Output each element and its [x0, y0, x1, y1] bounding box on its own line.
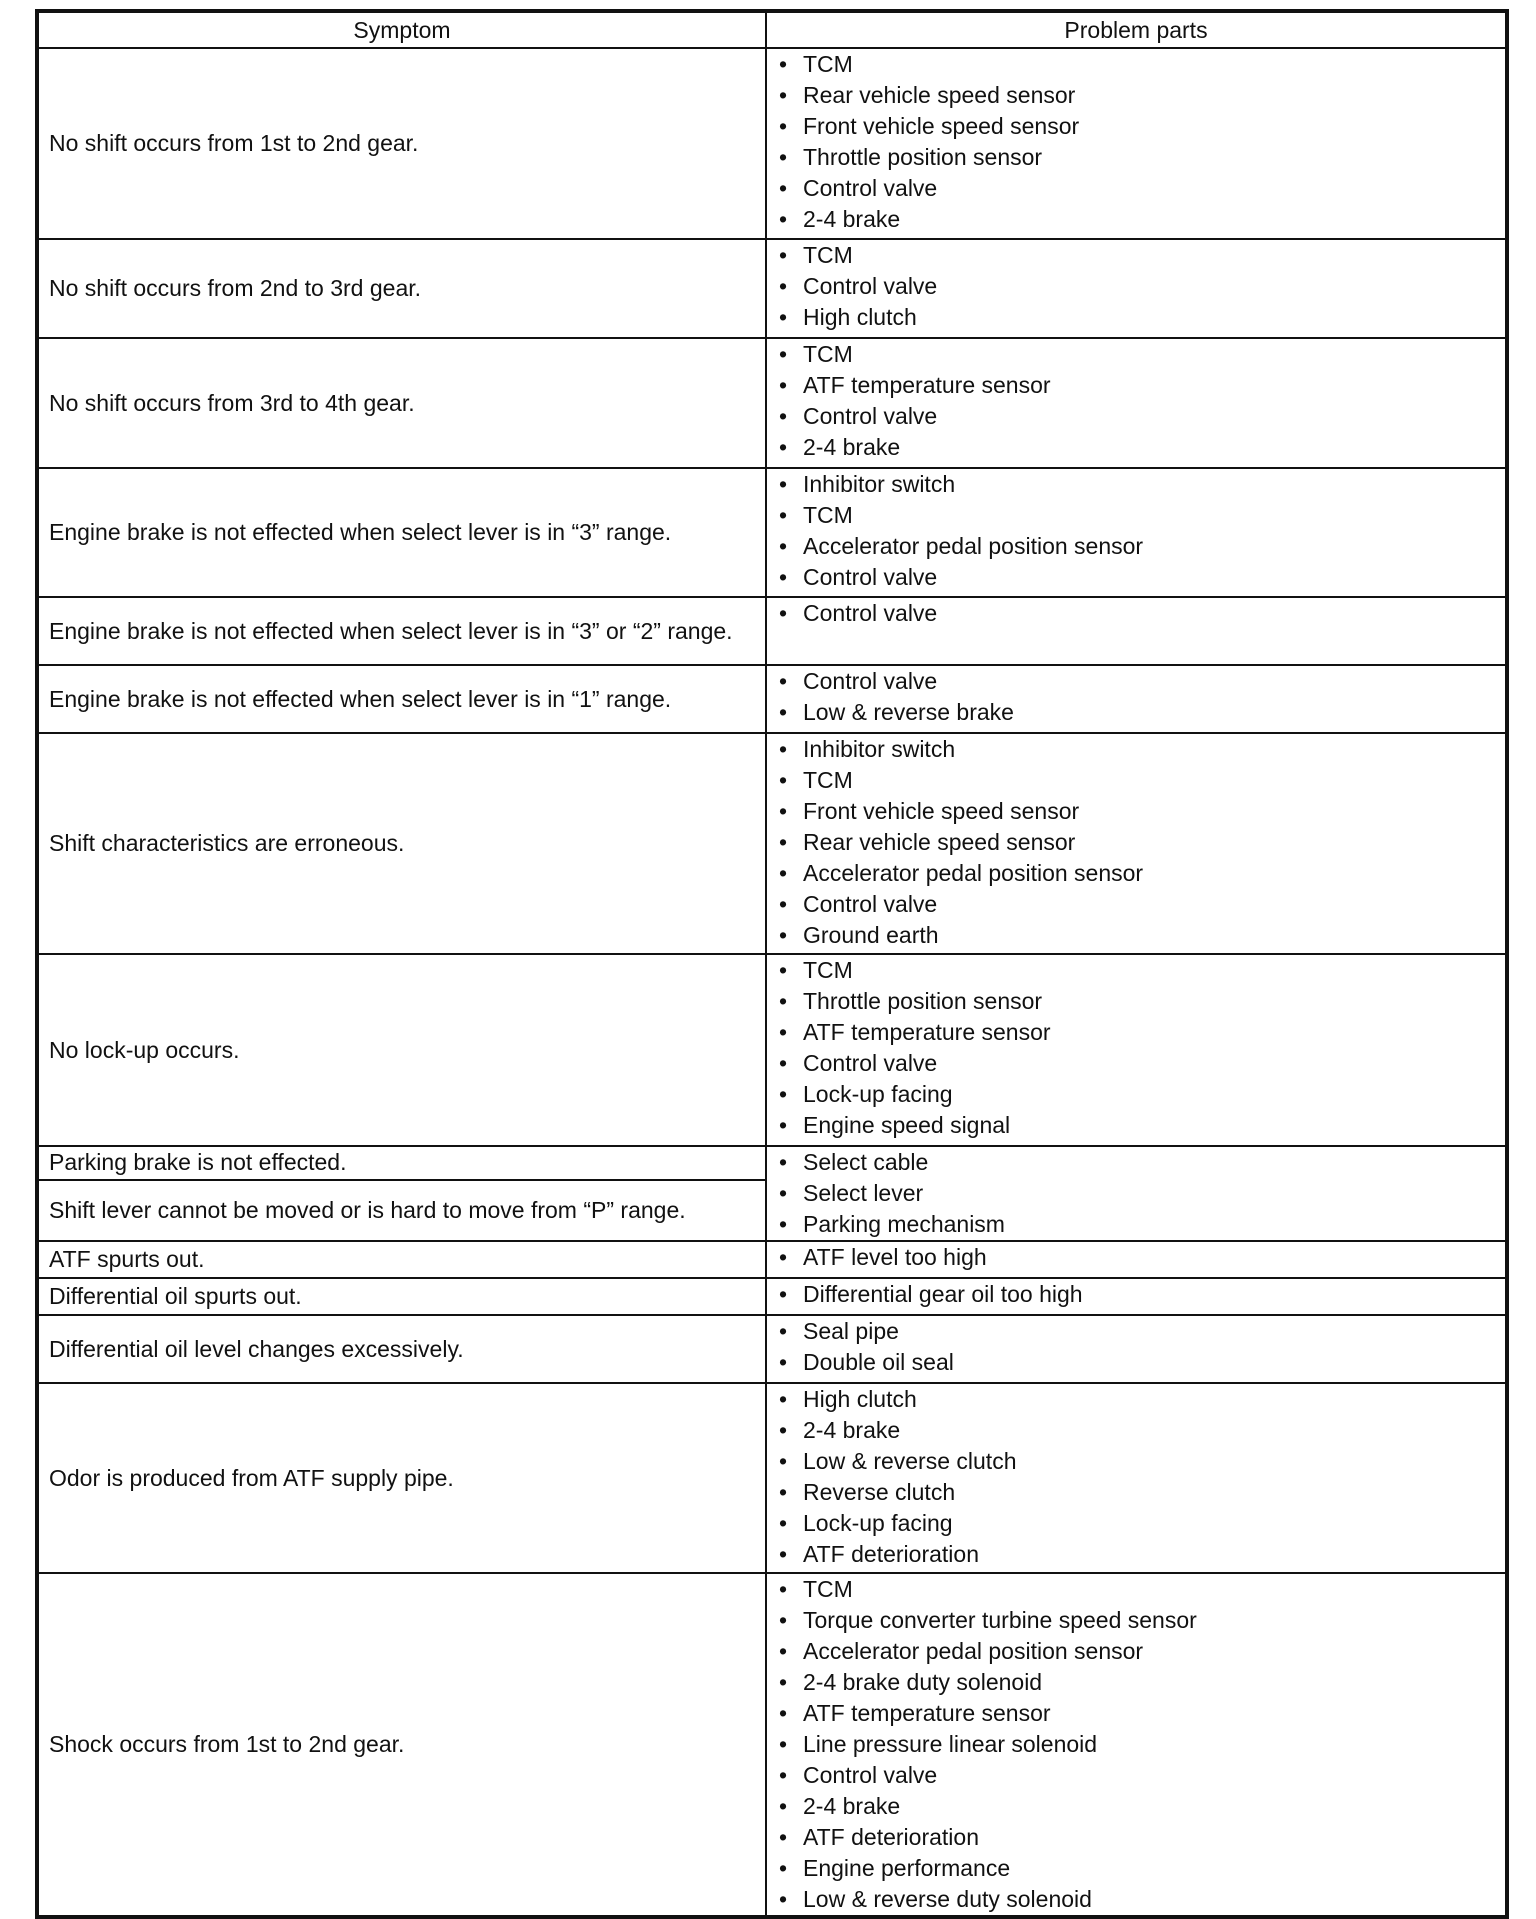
- bullet-icon: •: [779, 1281, 788, 1307]
- list-item: [779, 111, 1495, 142]
- part-label: Throttle position sensor: [803, 144, 1043, 170]
- part-label: Control valve: [803, 175, 938, 201]
- table-row: [37, 665, 1507, 733]
- table-row: [37, 338, 1507, 468]
- symptom-cell: Parking brake is not effected.: [37, 1146, 766, 1180]
- symptom-cell: Differential oil spurts out.: [37, 1278, 766, 1315]
- bullet-icon: •: [779, 372, 788, 398]
- table-row: [37, 1241, 1507, 1278]
- part-label: High clutch: [803, 304, 917, 330]
- part-label: Low & reverse duty solenoid: [803, 1886, 1092, 1912]
- part-label: Low & reverse clutch: [803, 1448, 1017, 1474]
- list-item: [779, 598, 1495, 629]
- part-label: Parking mechanism: [803, 1211, 1005, 1237]
- part-label: Inhibitor switch: [803, 736, 956, 762]
- part-label: TCM: [803, 957, 853, 983]
- part-label: Accelerator pedal position sensor: [803, 533, 1144, 559]
- problem-parts-cell: [766, 733, 1507, 954]
- bullet-icon: •: [779, 304, 788, 330]
- problem-parts-cell: [766, 468, 1507, 597]
- problem-parts-cell: [766, 48, 1507, 239]
- bullet-icon: •: [779, 699, 788, 725]
- symptom-cell: Shift lever cannot be moved or is hard to move from “P” range.: [37, 1180, 766, 1241]
- list-item: [779, 666, 1495, 697]
- part-label: 2-4 brake: [803, 1417, 901, 1443]
- list-item: [779, 1760, 1495, 1791]
- list-item: [779, 1477, 1495, 1508]
- bullet-icon: •: [779, 403, 788, 429]
- bullet-icon: •: [779, 1793, 788, 1819]
- list-item: [779, 1822, 1495, 1853]
- symptom-cell: Engine brake is not effected when select lever is in “3” or “2” range.: [37, 597, 766, 665]
- symptom-cell: ATF spurts out.: [37, 1241, 766, 1278]
- list-item: [779, 827, 1495, 858]
- list-item: [779, 1791, 1495, 1822]
- list-item: [779, 1242, 1495, 1273]
- bullet-icon: •: [779, 1731, 788, 1757]
- bullet-icon: •: [779, 341, 788, 367]
- bullet-icon: •: [779, 988, 788, 1014]
- list-item: [779, 469, 1495, 500]
- list-item: [779, 765, 1495, 796]
- bullet-icon: •: [779, 1019, 788, 1045]
- bullet-icon: •: [779, 1386, 788, 1412]
- problem-parts-cell: [766, 1315, 1507, 1383]
- part-label: ATF deterioration: [803, 1541, 979, 1567]
- list-item: [779, 339, 1495, 370]
- bullet-icon: •: [779, 533, 788, 559]
- list-item: [779, 796, 1495, 827]
- problem-parts-header: Problem parts: [766, 11, 1507, 48]
- part-label: Control valve: [803, 600, 938, 626]
- bullet-icon: •: [779, 1607, 788, 1633]
- list-item: [779, 49, 1495, 80]
- part-label: Rear vehicle speed sensor: [803, 82, 1076, 108]
- problem-parts-cell: [766, 1146, 1507, 1241]
- table-row: [37, 1278, 1507, 1315]
- problem-parts-cell: [766, 1573, 1507, 1917]
- bullet-icon: •: [779, 564, 788, 590]
- symptom-table: [35, 9, 1509, 1919]
- bullet-icon: •: [779, 922, 788, 948]
- bullet-icon: •: [779, 1417, 788, 1443]
- problem-parts-cell: [766, 954, 1507, 1146]
- list-item: [779, 1384, 1495, 1415]
- table-row: [37, 1573, 1507, 1917]
- part-label: Line pressure linear solenoid: [803, 1731, 1098, 1757]
- bullet-icon: •: [779, 1638, 788, 1664]
- part-label: Rear vehicle speed sensor: [803, 829, 1076, 855]
- bullet-icon: •: [779, 1510, 788, 1536]
- part-label: Differential gear oil too high: [803, 1281, 1083, 1307]
- part-label: Double oil seal: [803, 1349, 954, 1375]
- list-item: [779, 80, 1495, 111]
- bullet-icon: •: [779, 273, 788, 299]
- table-row: [37, 1315, 1507, 1383]
- bullet-icon: •: [779, 767, 788, 793]
- bullet-icon: •: [779, 51, 788, 77]
- bullet-icon: •: [779, 1349, 788, 1375]
- bullet-icon: •: [779, 1762, 788, 1788]
- part-label: Reverse clutch: [803, 1479, 956, 1505]
- list-item: [779, 858, 1495, 889]
- bullet-icon: •: [779, 1479, 788, 1505]
- list-item: [779, 204, 1495, 235]
- part-label: TCM: [803, 502, 853, 528]
- bullet-icon: •: [779, 891, 788, 917]
- bullet-icon: •: [779, 829, 788, 855]
- part-label: TCM: [803, 1576, 853, 1602]
- table-row: [37, 954, 1507, 1146]
- list-item: [779, 1110, 1495, 1141]
- bullet-icon: •: [779, 144, 788, 170]
- bullet-icon: •: [779, 1081, 788, 1107]
- list-item: [779, 1279, 1495, 1310]
- symptom-cell: No shift occurs from 1st to 2nd gear.: [37, 48, 766, 239]
- list-item: [779, 240, 1495, 271]
- list-item: [779, 1605, 1495, 1636]
- list-item: [779, 401, 1495, 432]
- part-label: ATF level too high: [803, 1244, 987, 1270]
- table-row: [37, 468, 1507, 597]
- bullet-icon: •: [779, 1855, 788, 1881]
- bullet-icon: •: [779, 957, 788, 983]
- bullet-icon: •: [779, 1180, 788, 1206]
- bullet-icon: •: [779, 1112, 788, 1138]
- problem-parts-cell: [766, 1383, 1507, 1573]
- part-label: High clutch: [803, 1386, 917, 1412]
- part-label: 2-4 brake: [803, 206, 901, 232]
- part-label: Control valve: [803, 564, 938, 590]
- symptom-header: Symptom: [37, 11, 766, 48]
- list-item: [779, 697, 1495, 728]
- part-label: Control valve: [803, 273, 938, 299]
- symptom-cell: No shift occurs from 3rd to 4th gear.: [37, 338, 766, 468]
- table-row: [37, 597, 1507, 665]
- part-label: TCM: [803, 767, 853, 793]
- list-item: [779, 432, 1495, 463]
- bullet-icon: •: [779, 1149, 788, 1175]
- part-label: Front vehicle speed sensor: [803, 798, 1080, 824]
- bullet-icon: •: [779, 668, 788, 694]
- bullet-icon: •: [779, 860, 788, 886]
- list-item: [779, 1347, 1495, 1378]
- part-label: Control valve: [803, 1762, 938, 1788]
- list-item: [779, 173, 1495, 204]
- part-label: 2-4 brake duty solenoid: [803, 1669, 1043, 1695]
- part-label: Control valve: [803, 403, 938, 429]
- problem-parts-cell: [766, 239, 1507, 338]
- bullet-icon: •: [779, 502, 788, 528]
- part-label: Select cable: [803, 1149, 929, 1175]
- table-row: [37, 1383, 1507, 1573]
- bullet-icon: •: [779, 82, 788, 108]
- list-item: [779, 1884, 1495, 1915]
- part-label: Front vehicle speed sensor: [803, 113, 1080, 139]
- list-item: [779, 1178, 1495, 1209]
- list-item: [779, 562, 1495, 593]
- part-label: Control valve: [803, 668, 938, 694]
- bullet-icon: •: [779, 1318, 788, 1344]
- problem-parts-cell: [766, 597, 1507, 665]
- part-label: Torque converter turbine speed sensor: [803, 1607, 1197, 1633]
- symptom-cell: No shift occurs from 2nd to 3rd gear.: [37, 239, 766, 338]
- part-label: Select lever: [803, 1180, 924, 1206]
- list-item: [779, 1698, 1495, 1729]
- bullet-icon: •: [779, 1211, 788, 1237]
- list-item: [779, 1853, 1495, 1884]
- part-label: Lock-up facing: [803, 1081, 953, 1107]
- bullet-icon: •: [779, 1541, 788, 1567]
- bullet-icon: •: [779, 798, 788, 824]
- symptom-cell: Shift characteristics are erroneous.: [37, 733, 766, 954]
- bullet-icon: •: [779, 1700, 788, 1726]
- symptom-cell: Engine brake is not effected when select lever is in “3” range.: [37, 468, 766, 597]
- part-label: Control valve: [803, 891, 938, 917]
- part-label: TCM: [803, 51, 853, 77]
- list-item: [779, 1729, 1495, 1760]
- list-item: [779, 955, 1495, 986]
- list-item: [779, 1667, 1495, 1698]
- list-item: [779, 734, 1495, 765]
- part-label: Engine speed signal: [803, 1112, 1011, 1138]
- symptom-cell: Odor is produced from ATF supply pipe.: [37, 1383, 766, 1573]
- bullet-icon: •: [779, 1050, 788, 1076]
- list-item: [779, 1048, 1495, 1079]
- list-item: [779, 142, 1495, 173]
- part-label: Control valve: [803, 1050, 938, 1076]
- part-label: ATF deterioration: [803, 1824, 979, 1850]
- part-label: Inhibitor switch: [803, 471, 956, 497]
- part-label: ATF temperature sensor: [803, 372, 1051, 398]
- table-row: [37, 1146, 1507, 1180]
- list-item: [779, 1147, 1495, 1178]
- symptom-cell: Engine brake is not effected when select lever is in “1” range.: [37, 665, 766, 733]
- list-item: [779, 500, 1495, 531]
- part-label: TCM: [803, 242, 853, 268]
- list-item: [779, 1508, 1495, 1539]
- bullet-icon: •: [779, 736, 788, 762]
- symptom-cell: No lock-up occurs.: [37, 954, 766, 1146]
- table-row: [37, 48, 1507, 239]
- problem-parts-cell: [766, 665, 1507, 733]
- bullet-icon: •: [779, 242, 788, 268]
- list-item: [779, 531, 1495, 562]
- part-label: Ground earth: [803, 922, 939, 948]
- part-label: Low & reverse brake: [803, 699, 1014, 725]
- bullet-icon: •: [779, 471, 788, 497]
- list-item: [779, 920, 1495, 951]
- list-item: [779, 1316, 1495, 1347]
- part-label: Accelerator pedal position sensor: [803, 860, 1144, 886]
- part-label: TCM: [803, 341, 853, 367]
- symptom-cell: Differential oil level changes excessively.: [37, 1315, 766, 1383]
- part-label: 2-4 brake: [803, 1793, 901, 1819]
- part-label: ATF temperature sensor: [803, 1019, 1051, 1045]
- bullet-icon: •: [779, 1824, 788, 1850]
- bullet-icon: •: [779, 1576, 788, 1602]
- list-item: [779, 1209, 1495, 1240]
- part-label: Accelerator pedal position sensor: [803, 1638, 1144, 1664]
- bullet-icon: •: [779, 206, 788, 232]
- bullet-icon: •: [779, 600, 788, 626]
- list-item: [779, 1415, 1495, 1446]
- part-label: 2-4 brake: [803, 434, 901, 460]
- problem-parts-cell: [766, 338, 1507, 468]
- bullet-icon: •: [779, 1448, 788, 1474]
- problem-parts-cell: [766, 1278, 1507, 1315]
- table-row: [37, 239, 1507, 338]
- list-item: [779, 1636, 1495, 1667]
- list-item: [779, 271, 1495, 302]
- part-label: Engine performance: [803, 1855, 1011, 1881]
- part-label: ATF temperature sensor: [803, 1700, 1051, 1726]
- part-label: Throttle position sensor: [803, 988, 1043, 1014]
- bullet-icon: •: [779, 113, 788, 139]
- list-item: [779, 1017, 1495, 1048]
- list-item: [779, 1446, 1495, 1477]
- list-item: [779, 1079, 1495, 1110]
- list-item: [779, 1539, 1495, 1570]
- bullet-icon: •: [779, 175, 788, 201]
- bullet-icon: •: [779, 1669, 788, 1695]
- bullet-icon: •: [779, 434, 788, 460]
- list-item: [779, 889, 1495, 920]
- part-label: Lock-up facing: [803, 1510, 953, 1536]
- list-item: [779, 986, 1495, 1017]
- problem-parts-cell: [766, 1241, 1507, 1278]
- list-item: [779, 302, 1495, 333]
- bullet-icon: •: [779, 1886, 788, 1912]
- bullet-icon: •: [779, 1244, 788, 1270]
- symptom-cell: Shock occurs from 1st to 2nd gear.: [37, 1573, 766, 1917]
- part-label: Seal pipe: [803, 1318, 899, 1344]
- list-item: [779, 1574, 1495, 1605]
- table-row: [37, 733, 1507, 954]
- list-item: [779, 370, 1495, 401]
